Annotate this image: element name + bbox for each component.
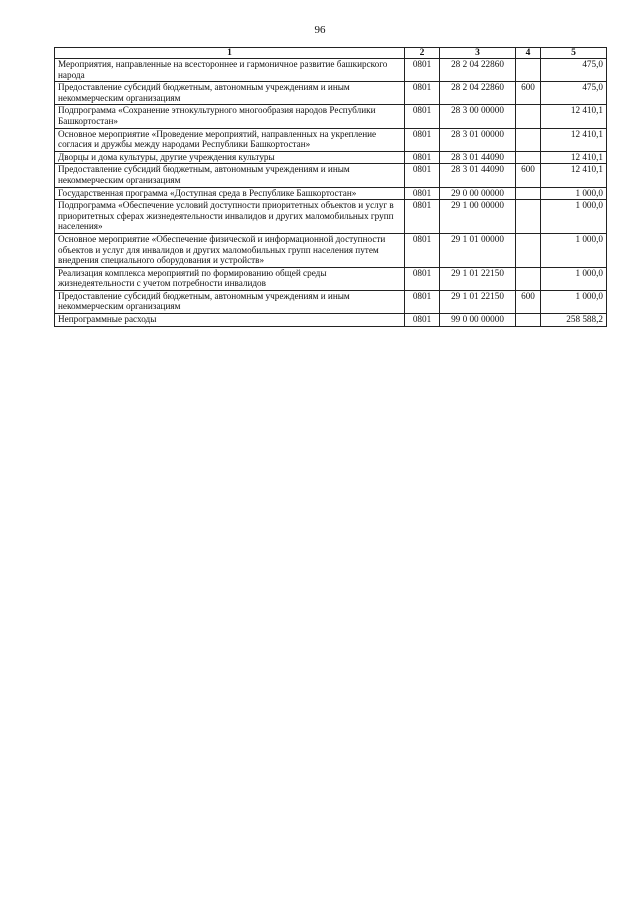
row-target-article: 28 2 04 22860 — [440, 82, 516, 105]
row-expense-type: 600 — [516, 164, 541, 187]
table-row — [55, 151, 607, 164]
table-row — [55, 267, 607, 290]
row-name: Мероприятия, направленные на всестороннее и гармоничное развитие башкирского народа — [55, 59, 405, 82]
row-target-article: 28 3 01 00000 — [440, 128, 516, 151]
row-amount: 1 000,0 — [541, 267, 607, 290]
row-name: Основное мероприятие «Проведение мероприятий, направленных на укрепление согласия и дружбы между народами Республики Башкортостан» — [55, 128, 405, 151]
row-target-article: 28 3 01 44090 — [440, 164, 516, 187]
row-expense-type — [516, 59, 541, 82]
column-header-1: 1 — [55, 48, 405, 59]
row-section-code: 0801 — [405, 290, 440, 313]
table-header-row — [55, 48, 607, 59]
row-amount: 258 588,2 — [541, 314, 607, 327]
row-section-code: 0801 — [405, 267, 440, 290]
row-expense-type — [516, 267, 541, 290]
row-name: Реализация комплекса мероприятий по формированию общей среды жизнедеятельности с учетом потребности инвалидов — [55, 267, 405, 290]
row-amount: 1 000,0 — [541, 233, 607, 267]
row-amount: 475,0 — [541, 59, 607, 82]
row-amount: 12 410,1 — [541, 151, 607, 164]
row-amount: 12 410,1 — [541, 105, 607, 128]
row-expense-type — [516, 187, 541, 200]
row-name: Предоставление субсидий бюджетным, автономным учреждениям и иным некоммерческим организациям — [55, 290, 405, 313]
row-name: Предоставление субсидий бюджетным, автономным учреждениям и иным некоммерческим организациям — [55, 164, 405, 187]
row-name: Предоставление субсидий бюджетным, автономным учреждениям и иным некоммерческим организациям — [55, 82, 405, 105]
row-expense-type — [516, 128, 541, 151]
budget-table — [54, 47, 607, 327]
column-header-3: 3 — [440, 48, 516, 59]
table-row — [55, 59, 607, 82]
row-amount: 12 410,1 — [541, 128, 607, 151]
row-section-code: 0801 — [405, 82, 440, 105]
row-name: Подпрограмма «Сохранение этнокультурного многообразия народов Республики Башкортостан» — [55, 105, 405, 128]
row-name: Основное мероприятие «Обеспечение физической и информационной доступности объектов и услуг для инвалидов и других маломобильных групп населения путем внедрения специального оборудования и устройств» — [55, 233, 405, 267]
row-expense-type — [516, 233, 541, 267]
row-amount: 475,0 — [541, 82, 607, 105]
row-target-article: 28 2 04 22860 — [440, 59, 516, 82]
row-target-article: 29 1 01 22150 — [440, 290, 516, 313]
row-section-code: 0801 — [405, 187, 440, 200]
page-number: 96 — [314, 24, 326, 36]
row-expense-type — [516, 151, 541, 164]
table-row — [55, 314, 607, 327]
row-expense-type: 600 — [516, 290, 541, 313]
table-row — [55, 82, 607, 105]
column-header-2: 2 — [405, 48, 440, 59]
row-section-code: 0801 — [405, 128, 440, 151]
row-target-article: 29 1 00 00000 — [440, 200, 516, 234]
column-header-5: 5 — [541, 48, 607, 59]
row-section-code: 0801 — [405, 314, 440, 327]
row-name: Подпрограмма «Обеспечение условий доступности приоритетных объектов и услуг в приоритетных сферах жизнедеятельности инвалидов и других маломобильных групп населения» — [55, 200, 405, 234]
table-row — [55, 105, 607, 128]
table-row — [55, 290, 607, 313]
table-row — [55, 233, 607, 267]
row-section-code: 0801 — [405, 105, 440, 128]
row-amount: 12 410,1 — [541, 164, 607, 187]
row-name: Государственная программа «Доступная среда в Республике Башкортостан» — [55, 187, 405, 200]
column-header-4: 4 — [516, 48, 541, 59]
row-section-code: 0801 — [405, 233, 440, 267]
table-row — [55, 128, 607, 151]
row-expense-type: 600 — [516, 82, 541, 105]
row-section-code: 0801 — [405, 200, 440, 234]
row-target-article: 29 1 01 00000 — [440, 233, 516, 267]
row-target-article: 28 3 01 44090 — [440, 151, 516, 164]
row-section-code: 0801 — [405, 151, 440, 164]
row-expense-type — [516, 105, 541, 128]
row-target-article: 29 1 01 22150 — [440, 267, 516, 290]
row-target-article: 29 0 00 00000 — [440, 187, 516, 200]
row-amount: 1 000,0 — [541, 187, 607, 200]
table-row — [55, 164, 607, 187]
row-section-code: 0801 — [405, 59, 440, 82]
row-name: Дворцы и дома культуры, другие учреждения культуры — [55, 151, 405, 164]
row-section-code: 0801 — [405, 164, 440, 187]
row-expense-type — [516, 200, 541, 234]
row-target-article: 99 0 00 00000 — [440, 314, 516, 327]
row-target-article: 28 3 00 00000 — [440, 105, 516, 128]
table-row — [55, 200, 607, 234]
table-row — [55, 187, 607, 200]
row-amount: 1 000,0 — [541, 290, 607, 313]
row-name: Непрограммные расходы — [55, 314, 405, 327]
row-expense-type — [516, 314, 541, 327]
row-amount: 1 000,0 — [541, 200, 607, 234]
